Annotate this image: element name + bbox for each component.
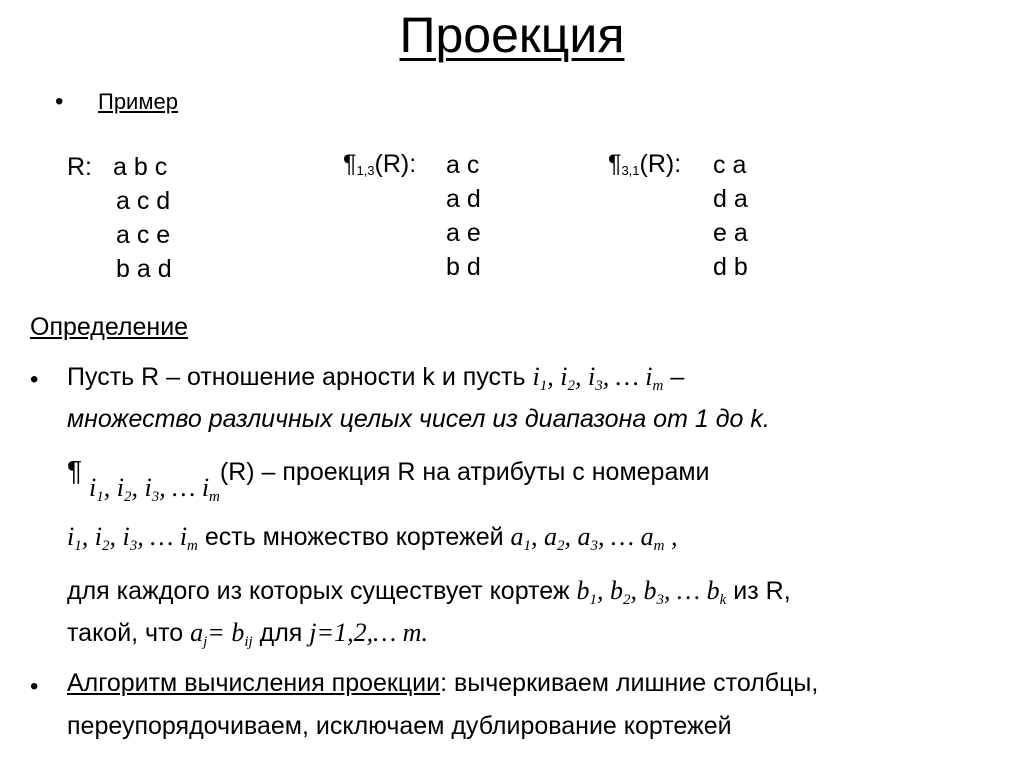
definition-line-4-text: есть множество кортежей: [204, 523, 504, 551]
projection-31-row: e a: [713, 219, 748, 247]
algorithm-line-1: [67, 669, 818, 698]
bullet-dot: •: [30, 366, 39, 393]
projection-13-table: [446, 148, 481, 284]
tuple-sequence-a: $a_1$, $a_2$, $a_3$, … $a_m$ ,: [510, 522, 678, 554]
projection-13-label: [343, 150, 416, 179]
definition-line-1: Пусть R – отношение арности k и пусть $i_1$, $i_2$, $i_3$, … $i_m$ –: [67, 362, 685, 394]
definition-line-1-text: Пусть R – отношение арности k и пусть: [67, 363, 526, 391]
projection-31-subscript: 3,1: [621, 163, 640, 178]
projection-31-row: d b: [713, 253, 748, 281]
algorithm-rest: : вычеркиваем лишние столбцы,: [440, 669, 819, 697]
definition-line-2: множество различных целых чисел из диапазона от 1 до k.: [67, 405, 770, 433]
example-label: Пример: [98, 89, 178, 114]
projection-31-row: c a: [713, 151, 747, 179]
definition-heading: Определение: [30, 313, 189, 341]
definition-line-6-text-a: такой, что: [67, 619, 184, 647]
tuple-sequence-b: $b_1$, $b_2$, $b_3$, … $b_k$: [576, 576, 727, 608]
relation-r-row: b a d: [116, 255, 172, 283]
projection-13-arg: (R):: [374, 150, 417, 178]
projection-13-row: a e: [446, 219, 481, 247]
relation-r-row: a c e: [116, 221, 171, 249]
definition-line-6: [67, 618, 428, 651]
equality-formula: $a_j= b_{ij}$: [190, 618, 253, 650]
definition-line-5-text-b: из R,: [733, 577, 791, 605]
definition-line-3-text: (R) – проекция R на атрибуты с номерами: [219, 458, 710, 486]
relation-r-label: R:: [67, 153, 92, 181]
pilcrow-icon: ¶: [343, 150, 357, 178]
bullet-dot: •: [55, 88, 64, 115]
range-formula: j=1,2,… m.: [309, 618, 428, 647]
projection-31-label: [608, 150, 681, 179]
bullet-dot: •: [30, 673, 39, 700]
relation-r-row: a b c: [113, 153, 168, 181]
definition-line-5: [67, 576, 791, 609]
projection-13-row: a c: [446, 151, 480, 179]
algorithm-label: Алгоритм вычисления проекции: [67, 669, 441, 697]
projection-31-arg: (R):: [639, 150, 682, 178]
algorithm-line-2: переупорядочиваем, исключаем дублирование кортежей: [67, 712, 732, 740]
relation-r-row: a c d: [116, 187, 171, 215]
page-title: Проекция: [399, 7, 625, 63]
definition-line-4: [67, 522, 678, 555]
definition-line-6-text-b: для: [259, 619, 303, 647]
projection-13-subscript: 1,3: [356, 163, 375, 178]
projection-31-row: d a: [713, 185, 748, 213]
index-sequence: $i_1$, $i_2$, $i_3$, … $i_m$: [67, 522, 198, 554]
pilcrow-icon: ¶: [67, 455, 83, 486]
index-sequence: $i_1$, $i_2$, $i_3$, … $i_m$: [89, 473, 220, 505]
relation-r-table: [113, 150, 172, 286]
definition-line-3: [67, 455, 710, 505]
index-sequence: $i_1$, $i_2$, $i_3$, … $i_m$: [532, 362, 664, 394]
definition-line-5-text-a: для каждого из которых существует кортеж: [67, 577, 570, 605]
projection-13-row: a d: [446, 185, 481, 213]
pilcrow-icon: ¶: [608, 150, 622, 178]
projection-31-table: [713, 148, 748, 284]
projection-13-row: b d: [446, 253, 481, 281]
